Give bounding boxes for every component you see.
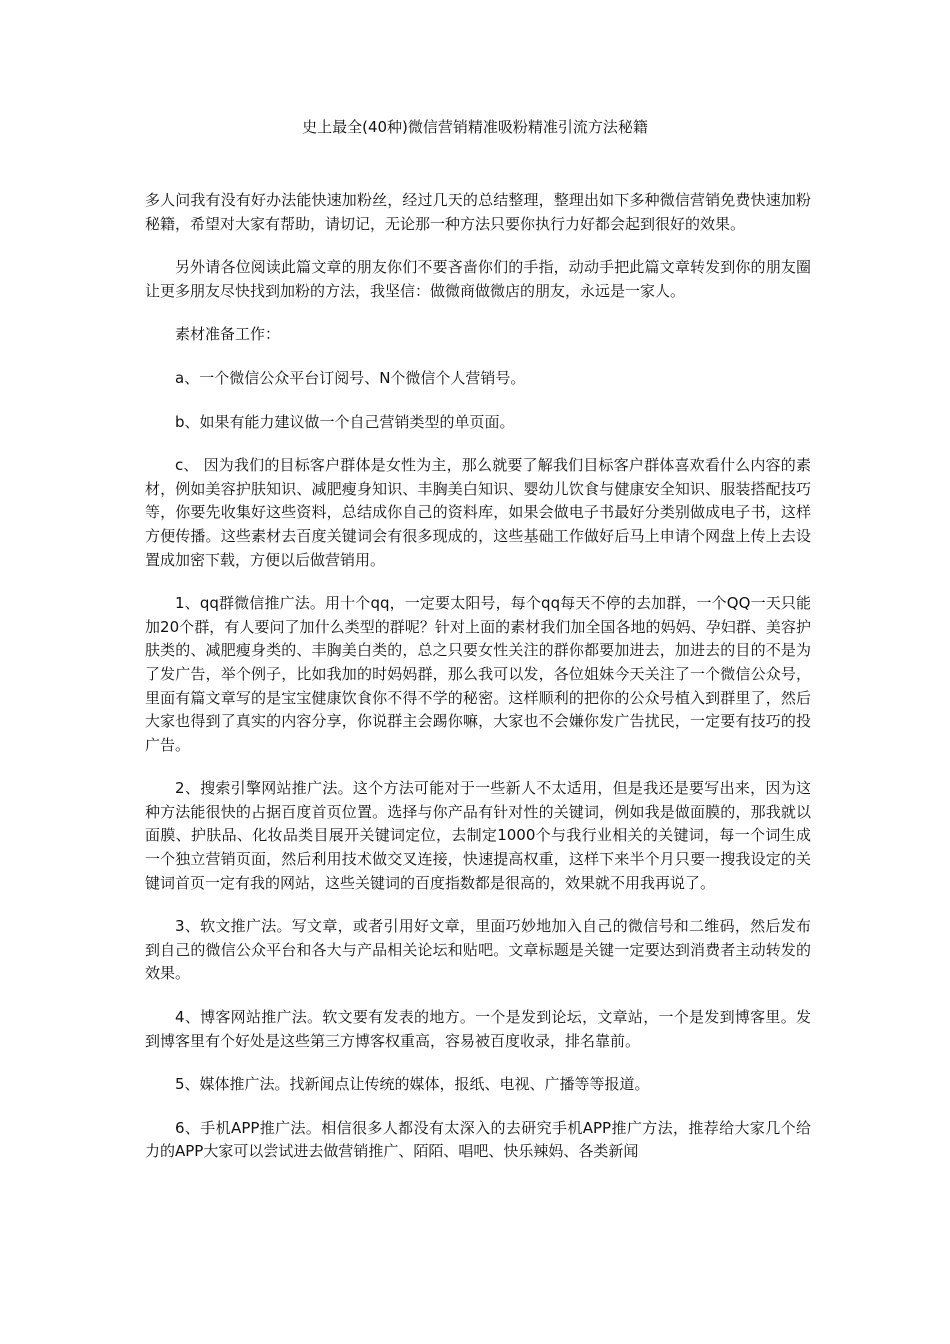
- paragraph-method-3: 3、软文推广法。写文章，或者引用好文章，里面巧妙地加入自己的微信号和二维码，然后发布到自己的微信公众平台和各大与产品相关论坛和贴吧。文章标题是关键一定要达到消费者主动转发的效果。: [145, 917, 811, 983]
- paragraph-materials-heading: 素材准备工作：: [175, 325, 281, 344]
- paragraph-item-b: b、如果有能力建议做一个自己营销类型的单页面。: [175, 412, 515, 431]
- document-body: [145, 189, 811, 1184]
- paragraph-item-a: a、一个微信公众平台订阅号、N个微信个人营销号。: [175, 368, 526, 387]
- paragraph-item-c: c、 因为我们的目标客户群体是女性为主，那么就要了解我们目标客户群体喜欢看什么内容的素材，例如美容护肤知识、减肥瘦身知识、丰胸美白知识、婴幼儿饮食与健康安全知识、服装搭配技巧等，你要先收集好这些资料，总结成你自己的资料库，如果会做电子书最好分类别做成电子书，这样方便传播。这些素材去百度关键词会有很多现成的，这些基础工作做好后马上申请个网盘上传上去设置成加密下载，方便以后做营销用。: [145, 456, 811, 569]
- paragraph-share-request: 另外请各位阅读此篇文章的朋友你们不要吝啬你们的手指，动动手把此篇文章转发到你的朋友圈让更多朋友尽快找到加粉的方法，我坚信：做微商做微店的朋友，永远是一家人。: [145, 258, 811, 300]
- paragraph-method-6: 6、手机APP推广法。相信很多人都没有太深入的去研究手机APP推广方法，推荐给大家几个给力的APP大家可以尝试进去做营销推广、陌陌、唱吧、快乐辣妈、各类新闻: [145, 1118, 811, 1161]
- paragraph-method-1: 1、qq群微信推广法。用十个qq，一定要太阳号，每个qq每天不停的去加群，一个QQ一天只能加20个群，有人要问了加什么类型的群呢？针对上面的素材我们加全国各地的妈妈、孕妇群、美容护肤类的、减肥瘦身类的、丰胸美白类的，总之只要女性关注的群你都要加进去，加进去的目的不是为了发广告，举个例子，比如我加的时妈妈群，那么我可以发，各位姐妹今天关注了一个微信公众号，里面有篇文章写的是宝宝健康饮食你不得不学的秘密。这样顺利的把你的公众号植入到群里了，然后大家也得到了真实的内容分享，你说群主会踢你嘛，大家也不会嫌你发广告扰民，一定要有技巧的投广告。: [145, 594, 811, 754]
- paragraph-method-4: 4、博客网站推广法。软文要有发表的地方。一个是发到论坛，文章站，一个是发到博客里。发到博客里有个好处是这些第三方博客权重高，容易被百度收录，排名靠前。: [145, 1008, 811, 1050]
- paragraph-method-2: 2、搜索引擎网站推广法。这个方法可能对于一些新人不太适用，但是我还是要写出来，因为这种方法能很快的占据百度首页位置。选择与你产品有针对性的关键词，例如我是做面膜的，那我就以面膜、护肤品、化妆品类目展开关键词定位，去制定1000个与我行业相关的关键词，每一个词生成一个独立营销页面，然后利用技术做交叉连接，快速提高权重，这样下来半个月只要一搜我设定的关键词首页一定有我的网站，这些关键词的百度指数都是很高的，效果就不用我再说了。: [145, 779, 811, 892]
- document-title: 史上最全(40种)微信营销精准吸粉精准引流方法秘籍: [302, 118, 648, 136]
- paragraph-intro: 多人问我有没有好办法能快速加粉丝，经过几天的总结整理，整理出如下多种微信营销免费快速加粉秘籍，希望对大家有帮助，请切记，无论那一种方法只要你执行力好都会起到很好的效果。: [145, 191, 811, 233]
- paragraph-method-5: 5、媒体推广法。找新闻点让传统的媒体，报纸、电视、广播等等报道。: [175, 1075, 650, 1094]
